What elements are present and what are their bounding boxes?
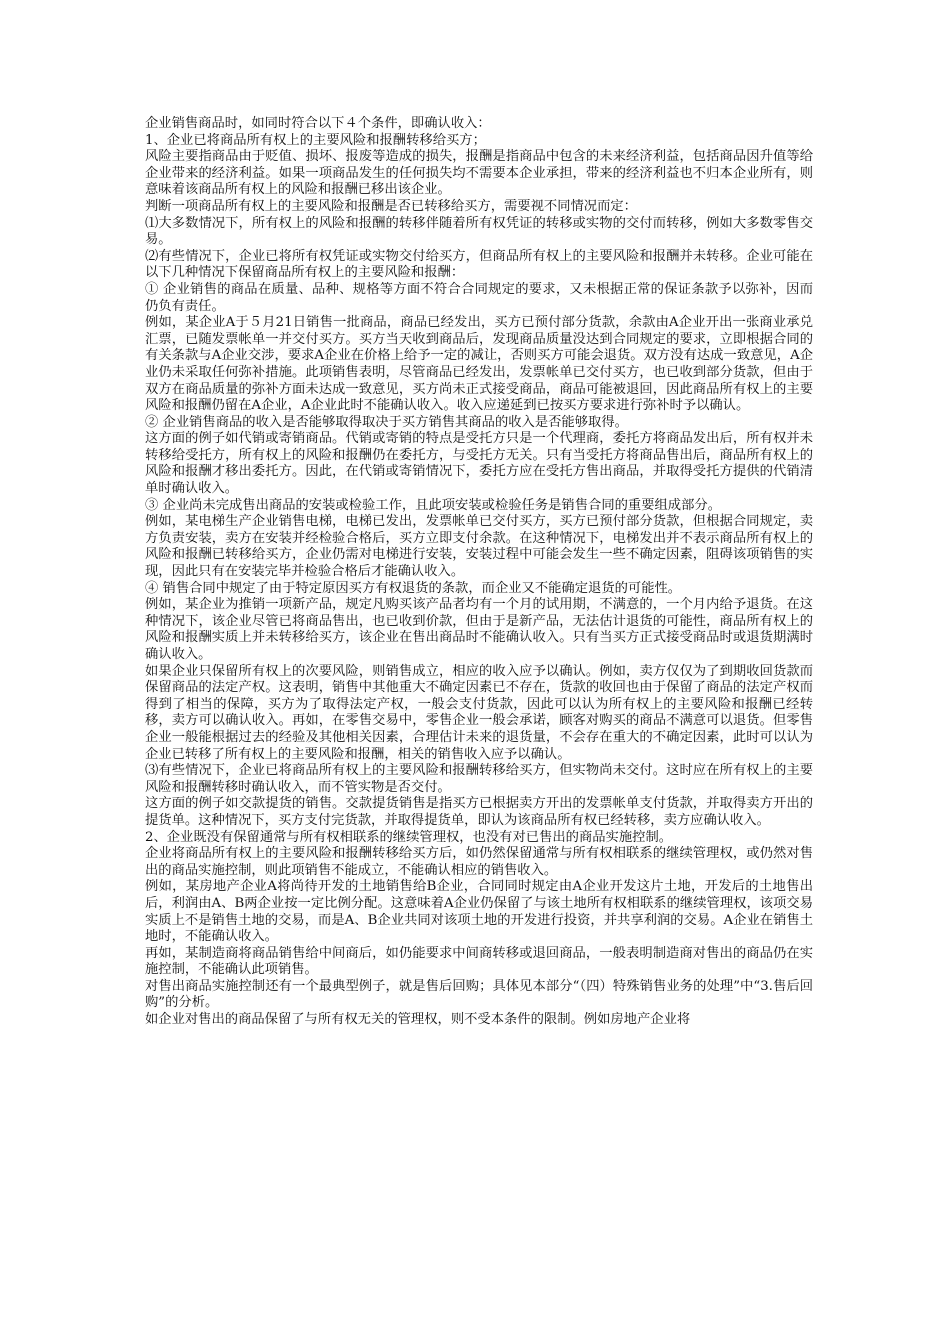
paragraph: ④ 销售合同中规定了由于特定原因买方有权退货的条款，而企业又不能确定退货的可能性。 [145,580,682,596]
paragraph: 企业将商品所有权上的主要风险和报酬转移给买方后，如仍然保留通常与所有权相联系的继续管理权，或仍然对售出的商品实施控制，则此项销售不能成立，不能确认相应的销售收入。 [145,846,813,878]
paragraph: 再如，某制造商将商品销售给中间商后，如仍能要求中间商转移或退回商品，一般表明制造商对售出的商品仍在实施控制，不能确认此项销售。 [145,945,813,978]
paragraph: 判断一项商品所有权上的主要风险和报酬是否已转移给买方，需要视不同情况而定： [145,198,637,214]
document-body [145,116,813,1029]
paragraph: ② 企业销售商品的收入是否能够取得取决于买方销售其商品的收入是否能够取得。 [145,414,628,430]
paragraph: 这方面的例子如代销或寄销商品。代销或寄销的特点是受托方只是一个代理商，委托方将商品发出后，所有权并未转移给受托方，所有权上的风险和报酬仍在委托方，与受托方无关。只有当受托方将商品售出后，商品所有权上的风险和报酬才移出委托方。因此，在代销或寄销情况下，委托方应在受托方售出商品，并取得受托方提供的代销清单时确认收入。 [145,431,813,497]
paragraph: 对售出商品实施控制还有一个最典型例子，就是售后回购；具体见本部分“（四）特殊销售业务的处理”中“3.售后回购”的分析。 [145,978,813,1011]
paragraph: 这方面的例子如交款提货的销售。交款提货销售是指买方已根据卖方开出的发票帐单支付货款，并取得卖方开出的提货单。这种情况下，买方支付完货款，并取得提货单，即认为该商品所有权已经转移，卖方应确认收入。 [145,796,813,828]
paragraph: ⑶有些情况下，企业已将商品所有权上的主要风险和报酬转移给买方，但实物尚未交付。这时应在所有权上的主要风险和报酬转移时确认收入，而不管实物是否交付。 [145,763,813,795]
paragraph: 如果企业只保留所有权上的次要风险，则销售成立，相应的收入应予以确认。例如，卖方仅仅为了到期收回货款而保留商品的法定产权。这表明，销售中其他重大不确定因素已不存在，货款的收回也由于保留了商品的法定产权而得到了相当的保障，买方为了取得法定产权，一般会支付货款，因此可以认为所有权上的主要风险和报酬已经转移，卖方可以确认收入。再如，在零售交易中，零售企业一般会承诺，顾客对购买的商品不满意可以退货。但零售企业一般能根据过去的经验及其他相关因素，合理估计未来的退货量，不会存在重大的不确定因素，此时可以认为企业已转移了所有权上的主要风险和报酬，相关的销售收入应予以确认。 [145,663,813,762]
paragraph: 风险主要指商品由于贬值、损坏、报废等造成的损失，报酬是指商品中包含的未来经济利益，包括商品因升值等给企业带来的经济利益。如果一项商品发生的任何损失均不需要本企业承担，带来的经济利益也不归本企业所有，则意味着该商品所有权上的风险和报酬已移出该企业。 [145,149,813,198]
paragraph: ⑴大多数情况下，所有权上的风险和报酬的转移伴随着所有权凭证的转移或实物的交付而转移，例如大多数零售交易。 [145,215,813,248]
paragraph: 例如，某电梯生产企业销售电梯，电梯已发出，发票帐单已交付买方，买方已预付部分货款，但根据合同规定，卖方负责安装，卖方在安装并经检验合格后，买方立即支付余款。在这种情况下，电梯发出并不表示商品所有权上的风险和报酬已转移给买方，企业仍需对电梯进行安装，安装过程中可能会发生一些不确定因素，阻碍该项销售的实现，因此只有在安装完毕并检验合格后才能确认收入。 [145,514,813,580]
paragraph: 企业销售商品时，如同时符合以下４个条件，即确认收入： [145,116,491,131]
paragraph: 2、企业既没有保留通常与所有权相联系的继续管理权，也没有对已售出的商品实施控制。 [145,829,673,845]
paragraph: ⑵有些情况下，企业已将所有权凭证或实物交付给买方，但商品所有权上的主要风险和报酬并未转移。企业可能在以下几种情况下保留商品所有权上的主要风险和报酬： [145,248,813,281]
paragraph: 如企业对售出的商品保留了与所有权无关的管理权，则不受本条件的限制。例如房地产企业将 [145,1012,691,1028]
paragraph: 例如，某企业为推销一项新产品，规定凡购买该产品者均有一个月的试用期，不满意的，一个月内给予退货。在这种情况下，该企业尽管已将商品售出，也已收到价款，但由于是新产品，无法估计退货的可能性，商品所有权上的风险和报酬实质上并未转移给买方，该企业在售出商品时不能确认收入。只有当买方正式接受商品时或退货期满时确认收入。 [145,597,813,662]
paragraph: 例如，某房地产企业A将尚待开发的土地销售给B企业，合同同时规定由A企业开发这片土地，开发后的土地售出后，利润由A、B两企业按一定比例分配。这意味着A企业仍保留了与该土地所有权相联系的继续管理权，该项交易实质上不是销售土地的交易，而是A、B企业共同对该项土地的开发进行投资，并共享利润的交易。A企业在销售土地时，不能确认收入。 [145,879,813,945]
paragraph: 例如，某企业A于５月21日销售一批商品，商品已经发出，买方已预付部分货款，余款由A企业开出一张商业承兑汇票，已随发票帐单一并交付买方。买方当天收到商品后，发现商品质量没达到合同规定的要求，立即根据合同的有关条款与A企业交涉，要求A企业在价格上给予一定的减让，否则买方可能会退货。双方没有达成一致意见，A企业仍未采取任何弥补措施。此项销售表明，尽管商品已经发出，发票帐单已交付买方，也已收到部分货款，但由于双方在商品质量的弥补方面未达成一致意见，买方尚未正式接受商品，商品可能被退回，因此商品所有权上的主要风险和报酬仍留在A企业，A企业此时不能确认收入。收入应递延到已按买方要求进行弥补时予以确认。 [145,315,813,414]
paragraph: ③ 企业尚未完成售出商品的安装或检验工作，且此项安装或检验任务是销售合同的重要组成部分。 [145,497,721,513]
paragraph: 1、企业已将商品所有权上的主要风险和报酬转移给买方； [145,132,486,148]
paragraph: ① 企业销售的商品在质量、品种、规格等方面不符合合同规定的要求，又未根据正常的保证条款予以弥补，因而仍负有责任。 [145,281,813,314]
